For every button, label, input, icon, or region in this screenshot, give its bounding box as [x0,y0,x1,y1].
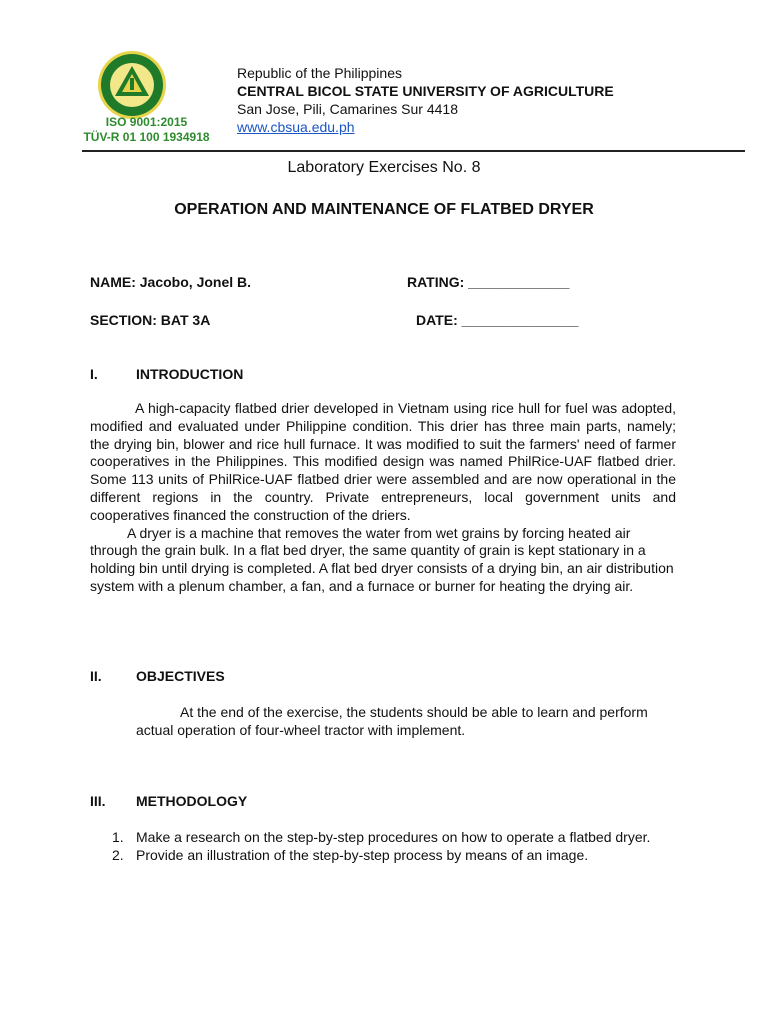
list-item-number: 2. [112,847,124,863]
website-link[interactable]: www.cbsua.edu.ph [237,119,355,135]
list-item-text: Make a research on the step-by-step procedures on how to operate a flatbed dryer. [136,829,651,845]
university-name: CENTRAL BICOL STATE UNIVERSITY OF AGRICULTURE [237,83,614,99]
methodology-list [112,828,676,864]
section-heading-intro: INTRODUCTION [136,366,244,382]
header-divider [82,150,745,152]
section-number-intro: I. [90,366,98,382]
intro-paragraph-2: A dryer is a machine that removes the water from wet grains by forcing heated air through the grain bulk. In a flat bed dryer, the same quantity of grain is kept stationary in a holding bin until drying is completed. A flat bed dryer consists of a drying bin, an air distribution system with a plenum chamber, a fan, and a furnace or burner for heating the drying air. [90,524,674,594]
republic-line: Republic of the Philippines [237,65,402,81]
section-heading-methodology: METHODOLOGY [136,793,248,809]
lab-exercise-number: Laboratory Exercises No. 8 [287,159,481,176]
list-item [112,828,676,846]
university-seal-icon [97,50,167,120]
objectives-paragraph: At the end of the exercise, the students should be able to learn and perform actual operation of four-wheel tractor with implement. [136,704,648,738]
university-address: San Jose, Pili, Camarines Sur 4418 [237,101,458,117]
iso-certification [80,115,213,145]
section-number-objectives: II. [90,668,102,684]
list-item-text: Provide an illustration of the step-by-step process by means of an image. [136,847,589,863]
section-field: SECTION: BAT 3A [90,312,211,328]
intro-body [90,400,676,596]
list-item-number: 1. [112,829,124,845]
iso-standard: ISO 9001:2015 [105,115,188,129]
letterhead [237,64,614,136]
objectives-body [136,703,676,739]
section-heading-objectives: OBJECTIVES [136,668,225,684]
section-number-methodology: III. [90,793,106,809]
list-item [112,846,676,864]
name-field: NAME: Jacobo, Jonel B. [90,274,252,290]
iso-registration: TÜV-R 01 100 1934918 [83,130,210,144]
rating-field: RATING: _____________ [407,274,570,290]
document-title: OPERATION AND MAINTENANCE OF FLATBED DRYER [174,201,594,218]
date-field: DATE: _______________ [416,312,579,328]
intro-paragraph-1: A high-capacity flatbed drier developed in Vietnam using rice hull for fuel was adopted, modified and evaluated under Philippine condition. This drier has three main parts, namely; the drying bin, blower and rice hull furnace. It was modified to suit the farmers' need of farmer cooperatives in the Philippines. This modified design was named PhilRice-UAF flatbed drier. Some 113 units of PhilRice-UAF flatbed drier were assembled and are now operational in the different regions in the country. Private entrepreneurs, local government units and cooperatives financed the construction of the driers. [90,400,676,523]
